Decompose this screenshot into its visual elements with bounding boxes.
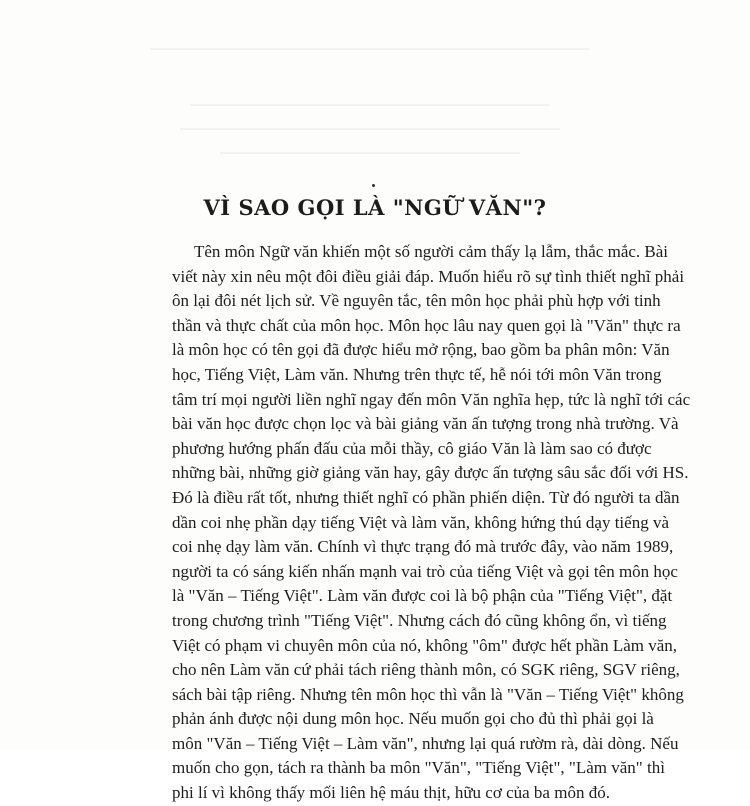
text-line: là môn học có tên gọi đã được hiểu mở rộng, bao gồm ba phân môn: Văn bbox=[172, 340, 670, 360]
text-line: là "Văn – Tiếng Việt". Làm văn được coi là bộ phận của "Tiếng Việt", đặt bbox=[172, 586, 673, 606]
text-line: sách bài tập riêng. Nhưng tên môn học thì vẫn là "Văn – Tiếng Việt" không bbox=[172, 684, 684, 704]
text-line: muốn cho gọn, tách ra thành ba môn "Văn", "Tiếng Việt", "Làm văn" thì bbox=[172, 758, 665, 778]
show-through-mark bbox=[190, 104, 550, 106]
text-line: thần và thực chất của môn học. Môn học lâu nay quen gọi là "Văn" thực ra bbox=[172, 315, 681, 335]
text-line: phản ánh được nội dung môn học. Nếu muốn gọi cho đủ thì phải gọi là bbox=[172, 709, 654, 729]
text-line: coi nhẹ dạy làm văn. Chính vì thực trạng đó mà trước đây, vào năm 1989, bbox=[172, 537, 674, 557]
text-line: người ta có sáng kiến nhấn mạnh vai trò của tiếng Việt và gọi tên môn học bbox=[172, 561, 678, 581]
page-title: VÌ SAO GỌI LÀ "NGỮ VĂN"? bbox=[203, 195, 547, 220]
text-line: viết này xin nêu một đôi điều giải đáp. Muốn hiểu rõ sự tình thiết nghĩ phải bbox=[172, 266, 685, 286]
show-through-mark bbox=[220, 152, 520, 154]
show-through-mark bbox=[150, 48, 590, 50]
text-line: cho nên Làm văn cứ phải tách riêng thành môn, có SGK riêng, SGV riêng, bbox=[172, 660, 680, 680]
text-line: Việt có phạm vi chuyên môn của nó, không "ôm" được hết phần Làm văn, bbox=[172, 635, 678, 655]
text-line: môn "Văn – Tiếng Việt – Làm văn", nhưng lại quá rườm rà, dài dòng. Nếu bbox=[172, 733, 679, 753]
text-line: tâm trí mọi người liền nghĩ ngay đến môn Văn nghĩa hẹp, tức là nghĩ tới các bbox=[172, 389, 691, 409]
text-line: dần coi nhẹ phần dạy tiếng Việt và làm văn, không hứng thú dạy tiếng và bbox=[172, 512, 669, 532]
title-ornament-dot bbox=[372, 184, 375, 187]
body-paragraph bbox=[172, 240, 691, 806]
text-line: phương hướng phấn đấu của mỗi thầy, cô giáo Văn là làm sao có được bbox=[172, 438, 652, 458]
text-line: những bài, những giờ giảng văn hay, gây được ấn tượng sâu sắc đối với HS. bbox=[172, 463, 689, 483]
text-line: Tên môn Ngữ văn khiến một số người cảm thấy lạ lẫm, thắc mắc. Bài bbox=[194, 242, 669, 261]
text-line: bài văn học được chọn lọc và bài giảng văn ấn tượng trong nhà trường. Và bbox=[172, 414, 679, 434]
text-line: học, Tiếng Việt, Làm văn. Nhưng trên thực tế, hễ nói tới môn Văn trong bbox=[172, 364, 662, 384]
text-line: Đó là điều rất tốt, nhưng thiết nghĩ có phần phiến diện. Từ đó người ta dần bbox=[172, 487, 680, 507]
text-line: trong chương trình "Tiếng Việt". Nhưng cách đó cũng không ổn, vì tiếng bbox=[172, 610, 667, 630]
show-through-mark bbox=[180, 128, 560, 130]
text-line: phi lí vì không thấy mối liên hệ máu thịt, hữu cơ của ba môn đó. bbox=[172, 783, 610, 803]
text-line: ôn lại đôi nét lịch sử. Về nguyên tắc, tên môn học phải phù hợp với tinh bbox=[172, 291, 661, 311]
